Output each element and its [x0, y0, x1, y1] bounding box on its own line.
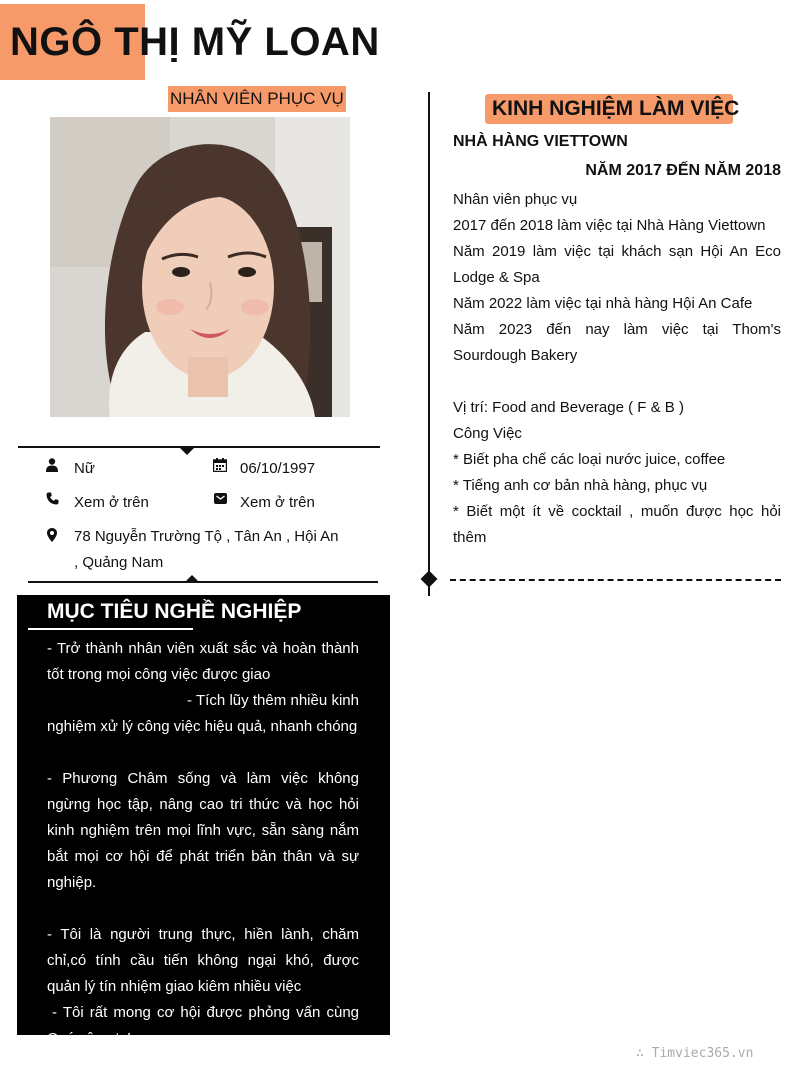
job-title: NHÂN VIÊN PHỤC VỤ	[168, 86, 346, 112]
objective-line-5: - Tôi rất mong cơ hội được phỏng vấn cùng Quý công ty!	[47, 1004, 359, 1047]
experience-line: Năm 2023 đến nay làm việc tại Thom's Sourdough Bakery	[453, 321, 781, 364]
experience-details	[453, 187, 781, 551]
objective-line-4: - Tôi là người trung thực, hiền lành, chăm chỉ,có tính cầu tiến không ngại khó, được quản lý tín nhiệm giao kiêm nhiều việc	[47, 926, 359, 995]
divider-arrow-down	[179, 447, 195, 455]
watermark-text: Timviec365.vn	[651, 1046, 754, 1061]
company-name: NHÀ HÀNG VIETTOWN	[453, 133, 628, 150]
gender-value: Nữ	[74, 460, 95, 477]
calendar-icon	[212, 458, 228, 475]
info-divider-bottom	[28, 581, 378, 583]
work-period: NĂM 2017 ĐẾN NĂM 2018	[585, 162, 781, 179]
objective-line-2: - Tích lũy thêm nhiều kinh nghiệm xử lý công việc hiệu quả, nhanh chóng	[47, 692, 359, 735]
candidate-name: NGÔ THỊ MỸ LOAN	[10, 20, 380, 64]
dashed-divider	[450, 579, 781, 581]
address-line-2: , Quảng Nam	[74, 554, 164, 571]
experience-line: Năm 2019 làm việc tại khách sạn Hội An Eco Lodge & Spa	[453, 243, 781, 286]
experience-line: 2017 đến 2018 làm việc tại Nhà Hàng Viettown	[453, 217, 766, 234]
duty-line: * Biết một ít về cocktail , muốn được học hỏi thêm	[453, 503, 781, 546]
envelope-icon	[212, 492, 228, 508]
objective-title: MỤC TIÊU NGHỀ NGHIỆP	[47, 600, 302, 623]
email-value: Xem ở trên	[240, 494, 315, 511]
objective-line-3: - Phương Châm sống và làm việc không ngừng học tập, nâng cao tri thức và học hỏi kinh nghiệm trên mọi lĩnh vực, sẵn sàng nắm bắt mọi cơ hội để phát triển bản thân và sự nghiệp.	[47, 770, 359, 891]
experience-title: KINH NGHIỆM LÀM VIỆC	[492, 97, 740, 120]
objective-underline	[28, 628, 193, 630]
birthdate-value: 06/10/1997	[240, 460, 316, 477]
address-line-1: 78 Nguyễn Trường Tộ , Tân An , Hội An	[74, 528, 339, 545]
duty-line: * Biết pha chế các loại nước juice, coffee	[453, 451, 726, 468]
user-icon	[44, 458, 60, 475]
objective-line-1: - Trở thành nhân viên xuất sắc và hoàn thành tốt trong mọi công việc được giao	[47, 640, 359, 683]
experience-line: Năm 2022 làm việc tại nhà hàng Hội An Cafe	[453, 295, 753, 312]
watermark-icon: ∴	[636, 1046, 652, 1061]
duty-line: * Tiếng anh cơ bản nhà hàng, phục vụ	[453, 477, 708, 494]
timeline-line	[428, 92, 430, 596]
map-marker-icon	[44, 528, 60, 545]
objective-text	[47, 636, 359, 1052]
position-line: Vị trí: Food and Beverage ( F & B )	[453, 399, 684, 416]
watermark	[636, 1046, 753, 1061]
portrait-illustration	[50, 117, 350, 417]
phone-icon	[44, 492, 60, 508]
phone-value: Xem ở trên	[74, 494, 149, 511]
work-label: Công Việc	[453, 425, 522, 442]
profile-photo	[50, 117, 350, 417]
experience-line: Nhân viên phục vụ	[453, 191, 578, 208]
timeline-diamond	[421, 571, 438, 588]
info-divider-top	[18, 446, 380, 448]
